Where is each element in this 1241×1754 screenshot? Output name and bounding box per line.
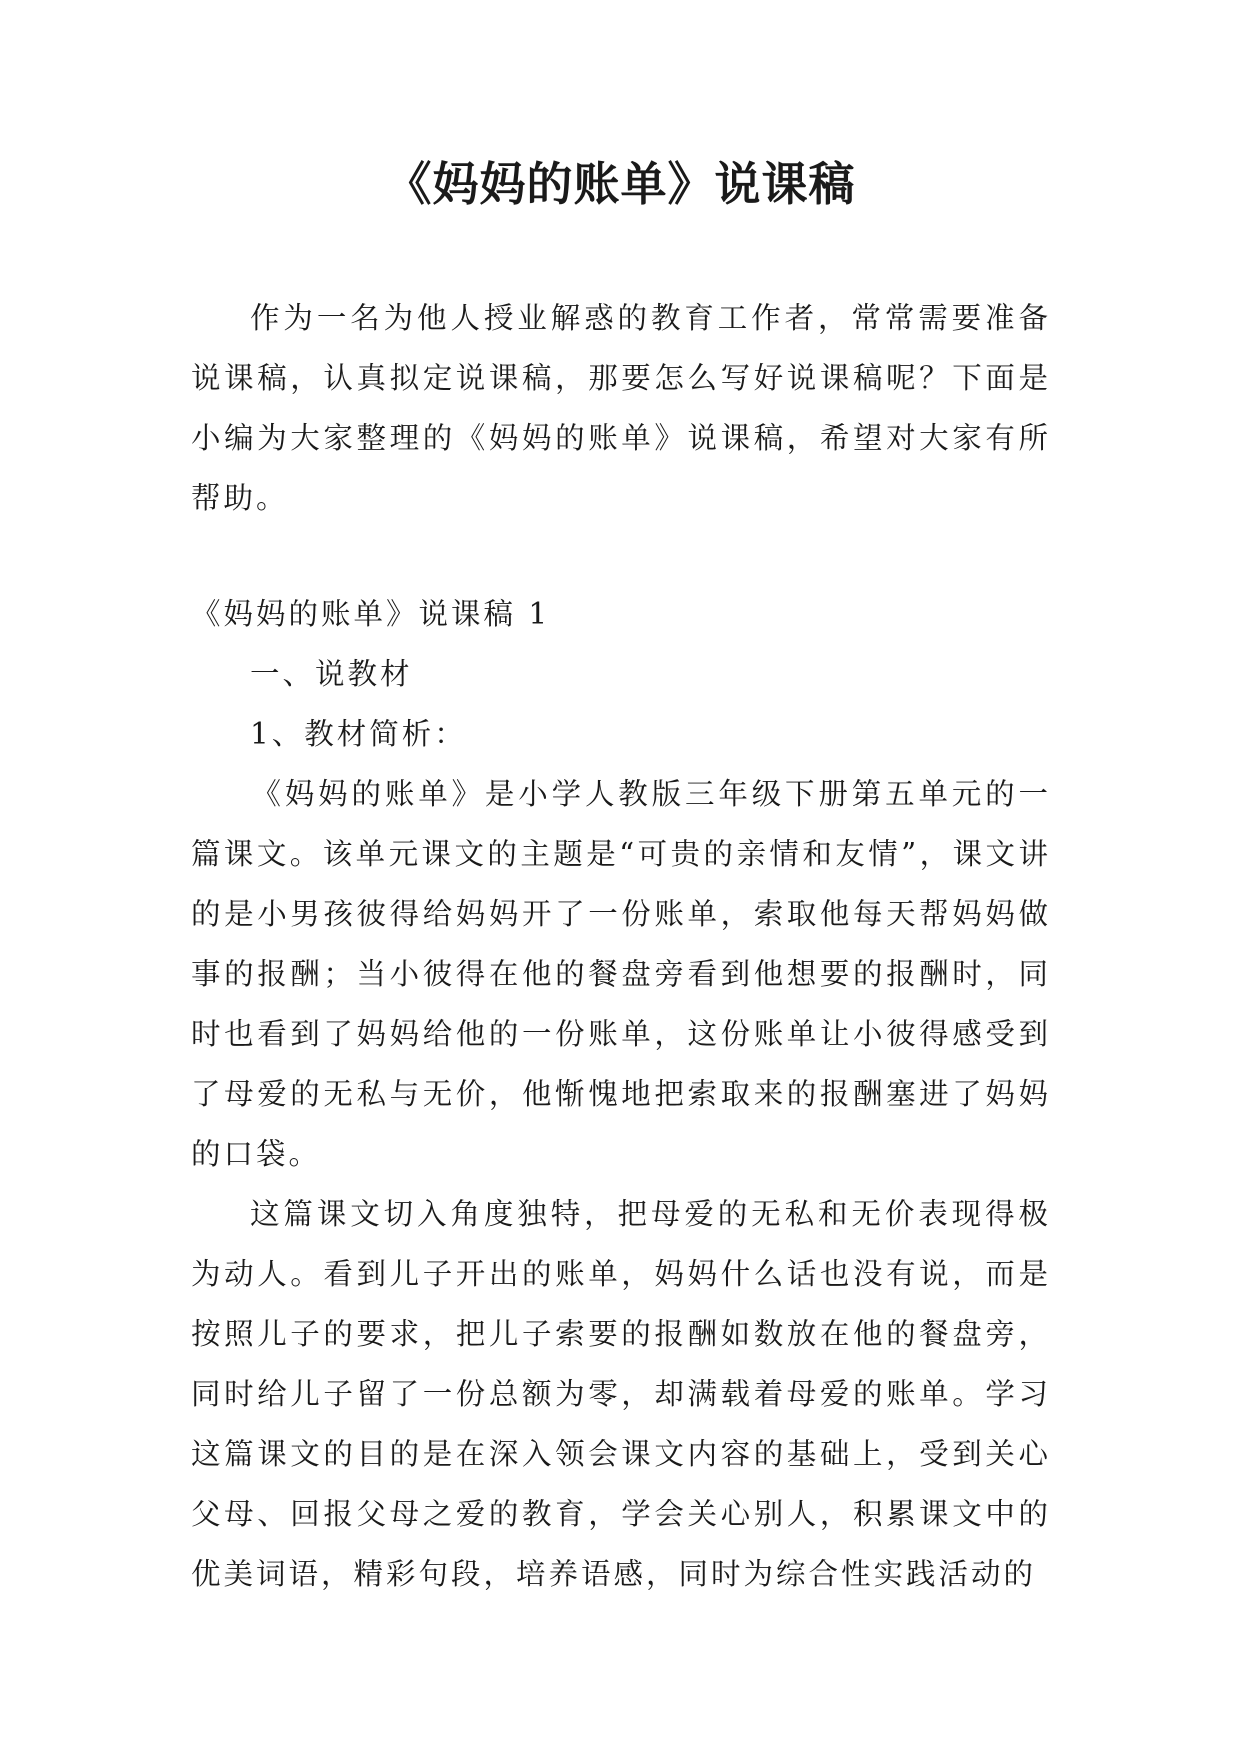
spacer <box>191 528 1051 584</box>
section-title: 《妈妈的账单》说课稿 1 <box>191 597 551 631</box>
body-paragraph: 这篇课文切入角度独特，把母爱的无私和无价表现得极为动人。看到儿子开出的账单，妈妈什么话也没有说，而是按照儿子的要求，把儿子索要的报酬如数放在他的餐盘旁，同时给儿子留了一份总额为零，却满载着母爱的账单。学习这篇课文的目的是在深入领会课文内容的基础上，受到关心父母、回报父母之爱的教育，学会关心别人，积累课文中的优美词语，精彩句段，培养语感，同时为综合性实践活动的 <box>191 1197 1051 1591</box>
heading-material-analysis: 1、教材简析： <box>250 717 467 751</box>
document-body <box>191 288 1051 1604</box>
intro-paragraph: 作为一名为他人授业解惑的教育工作者，常常需要准备说课稿，认真拟定说课稿，那要怎么写好说课稿呢？下面是小编为大家整理的《妈妈的账单》说课稿，希望对大家有所帮助。 <box>191 301 1051 515</box>
body-paragraph: 《妈妈的账单》是小学人教版三年级下册第五单元的一篇课文。该单元课文的主题是“可贵的亲情和友情”，课文讲的是小男孩彼得给妈妈开了一份账单，索取他每天帮妈妈做事的报酬；当小彼得在他的餐盘旁看到他想要的报酬时，同时也看到了妈妈给他的一份账单，这份账单让小彼得感受到了母爱的无私与无价，他惭愧地把索取来的报酬塞进了妈妈的口袋。 <box>191 777 1051 1171</box>
heading-teaching-material: 一、说教材 <box>250 657 413 691</box>
document-title: 《妈妈的账单》说课稿 <box>385 157 856 211</box>
